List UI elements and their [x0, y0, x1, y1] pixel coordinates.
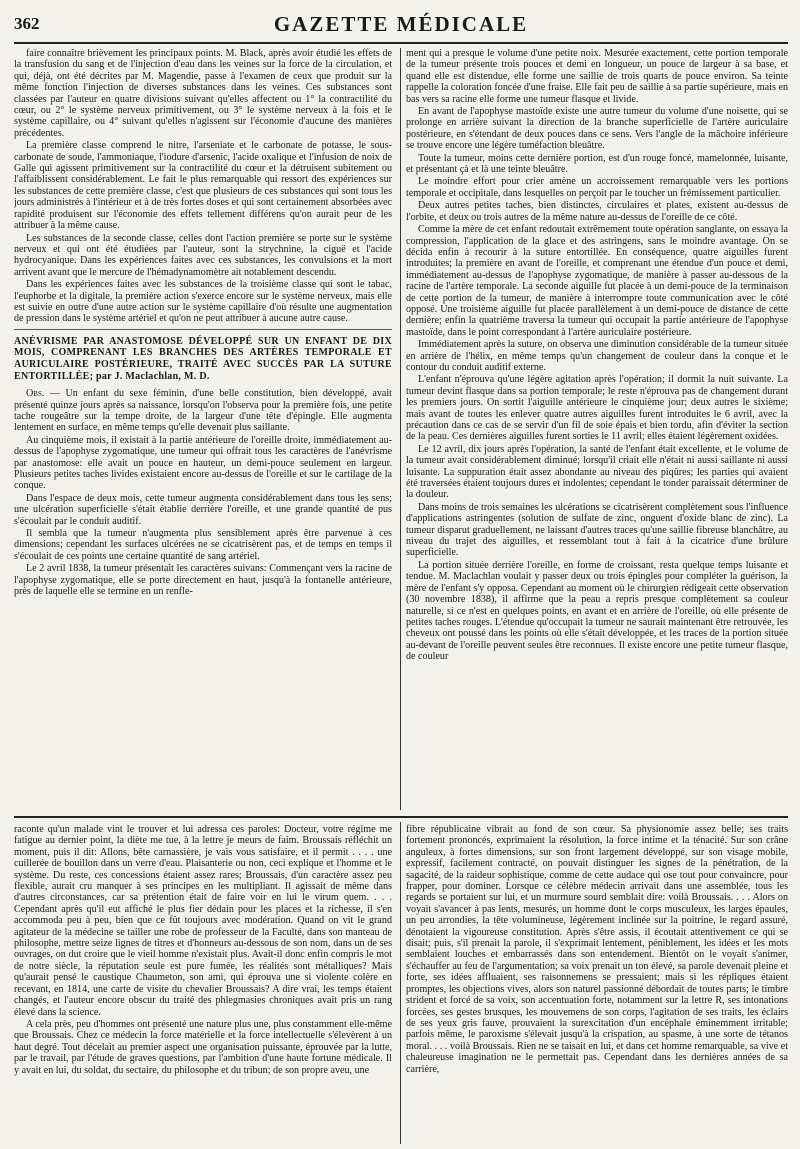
paragraph: Comme la mère de cet enfant redoutait extrêmement toute opération sanglante, on essaya la compression, l'application de la glace et des astringens, sans le moindre avantage. On se décida enfin à recourir à la suture entortillée. En conséquence, quatre aiguilles furent introduites; la première en avant de l'oreille, et comprenant une étendue d'un pouce et demi, immédiatement au-dessus de l'apophyse zygomatique, de manière à passer au-dessous de la racine de l'artère temporale. La seconde aiguille fut placée à un demi-pouce de la terminaison de cette portion de la tumeur, de manière à interrompre toute communication avec le côté opposé. Une troisième aiguille fut placée parallèlement à un demi-pouce de distance de cette dernière; enfin la quatrième traversa la tumeur qui occupait la partie antérieure de l'apophyse mastoïde, dans le point correspondant à l'artère auriculaire postérieure.: [406, 224, 788, 338]
paragraph: Il sembla que la tumeur n'augmenta plus sensiblement après être parvenue à ces dimensions; cependant les surfaces ulcérées ne se cicatrisèrent pas, et de temps en temps il s'écoulait de ces points une certaine quantité de sang artériel.: [14, 528, 392, 562]
paragraph: [14, 388, 392, 434]
observation-text: Un enfant du sexe féminin, d'une belle constitution, bien développé, avait présenté quinze jours après sa naissance, lorsqu'on l'observa pour la première fois, une petite tache rougeâtre sur la tempe droite, de la largeur d'une tête d'épingle. Elle augmenta lentement en surface, en même temps qu'elle devenait plus saillante.: [14, 388, 392, 434]
paragraph: ment qui a presque le volume d'une petite noix. Mesurée exactement, cette portion temporale de la tumeur présente trois pouces et demi en longueur, un pouce de largeur à sa base, et quand elle est distendue, elle forme une saillie de trois quarts de pouce environ. Sa teinte rappelle la coloration foncée d'une fraise. Elle fait peu de saillie à sa partie supérieure, mais en bas vers sa racine elle forme une tumeur flasque et livide.: [406, 48, 788, 105]
paragraph: Le 12 avril, dix jours après l'opération, la santé de l'enfant était excellente, et le volume de la tumeur avait considérablement diminué; lorsqu'il criait elle n'était ni aussi saillante ni aussi luisante. La suppuration était assez abondante au niveau des piqûres; les parties qui avaient été traversées étaient toujours dures et indolentes; cependant le tonder paraissait déterminer de la douleur.: [406, 443, 788, 501]
newspaper-page: [14, 8, 788, 1144]
page-title: GAZETTE MÉDICALE: [273, 12, 529, 36]
paragraph: Dans moins de trois semaines les ulcérations se cicatrisèrent complètement sous l'influence d'applications astringentes (solution de sulfate de zinc, onguent d'oxide blanc de zinc). La tumeur disparut graduellement, ne laissant d'autres traces qu'une saillie fibreuse blanchâtre, au niveau du trajet des aiguilles, et ressemblant tout à fait à la cicatrice d'une brûlure superficielle.: [406, 501, 788, 559]
paragraph: fibre républicaine vibrait au fond de son cœur. Sa physionomie assez belle; ses traits fortement prononcés, exprimaient la résolution, la force intime et la ténacité. Sur son crâne anguleux, à fortes dimensions, sur son front largement développé, sur son visage mobile, expressif, facilement contracté, on pouvait distinguer les signes de la pénétration, de la sagacité, de la raideur sophistique, comme de cette audace qui ose tout pour convaincre, pour frapper, pour dominer. Lorsque ce célèbre médecin arrivait dans une assemblée, tous les regards se portaient sur lui, et un murmure sourd semblait dire: voilà Broussais. . . . Alors on voyait s'avancer à pas lents, mesurés, un homme dont le corps musculeux, les larges épaules, un peu arrondies, la tête volumineuse, légèrement inclinée sur la poitrine, le regard assuré, dénotaient la vigoureuse constitution. Après s'être assis, il écoutait attentivement ce qui se disait; puis, s'il prenait la parole, il s'exprimait lentement, péniblement, les idées et les mots semblaient louches et embarrassés dans son entendement. Bientôt on le voyait s'animer, s'échauffer au feu de l'argumentation; sa voix prenait un ton élevé, sa parole devenait pleine et forte, ses idées affluaient, ses raisonnemens se pressaient; mais si les répliques étaient promptes, les objections vives, alors son naturel passionné débordait de toutes parts; le timbre strident et forcé de sa voix, son accentuation forte, notamment sur la lettre R, ses intonations forcées, ses gestes brusques, les mouvemens de son corps, l'agitation de ses traits, les éclairs de ses yeux gris fauve, prouvaient la surexcitation d'un encéphale éminemment irritable; parfois même, le paroxisme s'élevait jusqu'à la crispation, au spasme, à une sorte de tétanos moral. . . . voilà Broussais. Rien ne se taisait en lui, et dans cet homme remarquable, sa vive et chaleureuse imagination ne le permettait pas. Cependant dans les dernières années de sa carrière,: [406, 824, 788, 1075]
column-rule: [400, 48, 401, 810]
paragraph: Les substances de la seconde classe, celles dont l'action première se porte sur le système nerveux et qui ont été étudiées par l'auteur, sont la strychnine, la ciguë et l'acide hydrocyanique. Dans les expériences faites avec ces substances, les convulsions et la mort arrivent avant que le mercure de l'hémadynamomètre ait notablement descendu.: [14, 232, 392, 278]
paragraph: L'enfant n'éprouva qu'une légère agitation après l'opération; il dormit la nuit suivante. La tumeur devint flasque dans sa portion temporale; le reste n'éprouva pas de changement durant les premiers jours. On sortit l'aiguille antérieure le cinquième jour; deux autres le sixième; mais avant de toutes les enlever quatre autres aiguilles furent introduites le 6 avril, avec la précaution dans ce cas de se servir d'un fil de soie épais et bien tordu, afin d'éviter la section de la peau. Ces dernières aiguilles furent sorties le 11 avril; elles étaient légèrement oxidées.: [406, 374, 788, 443]
article-title-text: ANÉVRISME PAR ANASTOMOSE DÉVELOPPÉ SUR UN ENFANT DE DIX MOIS, COMPRENANT LES BRANCHES DES ARTÈRES TEMPORALE ET AURICULAIRE POSTÉRIEURE, TRAITÉ AVEC SUCCÈS PAR LA SUTURE ENTORTILLÉE;: [14, 335, 392, 382]
paragraph: Dans les expériences faites avec les substances de la troisième classe qui sont le tabac, l'euphorbe et la digitale, la première action s'exerce encore sur le système nerveux, mais elle est suivie en outre d'une autre action sur le système capillaire d'où résulte une augmentation de pression dans le système artériel et qu'on ne peut attribuer à aucune autre cause.: [14, 279, 392, 325]
column-rule: [400, 822, 401, 1144]
paragraph: Le 2 avril 1838, la tumeur présentait les caractères suivans: Commençant vers la racine de l'apophyse zygomatique, elle se porte directement en haut, jusqu'à la fontanelle antérieure, près de laquelle elle se termine en un renfle-: [14, 563, 392, 598]
paragraph: Toute la tumeur, moins cette dernière portion, est d'un rouge foncé, mamelonnée, luisante, et présentant çà et là une teinte bleuâtre.: [406, 152, 788, 176]
observation-label: Obs. —: [26, 388, 60, 400]
article-author: par J. Maclachlan, M. D.: [96, 370, 210, 382]
article-title: [14, 336, 392, 382]
paragraph: raconte qu'un malade vint le trouver et lui adressa ces paroles: Docteur, votre régime me fatigue au dernier point, la diète me tue, à la lettre je meurs de faim. Broussais réfléchit un moment, puis il dit: Allons, bête carnassière, je vais vous satisfaire, et il permit . . . . une cuillerée de bouillon dans un verre d'eau. Plaisanterie ou non, ceci explique et l'homme et le système. Du reste, ces concessions étaient assez rares; Broussais, d'un caractère assez peu flexible, aurait cru manquer à ses principes en les multipliant. Il agissait de même dans d'autres circonstances, car sa prétention était de faire voir en lui le virum quem. . . . Cependant après qu'il eut affiché le plus fier dédain pour les places et la richesse, il s'en accommoda peu à peu, bien que ce fût toujours avec modération. Quand on vit le grand agitateur de la médecine se tailler une robe de professeur de la Faculté, dans son manteau de philosophe, mettre seize lignes de titres et d'honneurs au-dessous de son nom, dans un de ses ouvrages, on dut croire que le vieil homme n'existait plus. Avait-il donc enfin compris le mot de notre siècle, la réputation seule est pure fumée, les réalités sont métalliques? Mais qu'aurait pensé le caustique Chaumeton, son ami, qui éprouva une si violente colère en recevant, en 1814, une carte de visite du chevalier Broussais? A dire vrai, les temps étaient changés, et l'auteur encore obscur du traité des phlegmasies chroniques avait pris un rang élevé dans la science.: [14, 824, 392, 1018]
paragraph: Le moindre effort pour crier amène un accroissement remarquable vers les portions temporale et occipitale, dans lesquelles on perçoit par le toucher un frémissement particulier.: [406, 176, 788, 199]
paragraph: La portion située derrière l'oreille, en forme de croissant, resta quelque temps luisante et tendue. M. Maclachlan voulait y passer deux ou trois épingles pour compléter la guérison, la mère de l'enfant s'y opposa. Cependant au moment où le chirurgien rédigeait cette observation (30 novembre 1838), il affirme que la peau a repris presque complètement sa couleur naturelle, si ce n'est en quelques points, en avant et en arrière de l'oreille, où elle présente de petites taches rouges. L'étendue qu'occupait la tumeur ne saurait maintenant être retrouvée, les cheveux ont poussé dans les points où elle s'était développée, et les traces de la portion située au-devant de l'oreille peuvent seules être reconnues. Il existe encore une petite tumeur flasque, de couleur: [406, 559, 788, 663]
paragraph: Deux autres petites taches, bien distinctes, circulaires et plates, existent au-dessus de l'orbite, et deux ou trois autres de la même nature au-dessus de l'oreille de ce côté.: [406, 200, 788, 223]
section-divider: [14, 329, 392, 330]
paragraph: Dans l'espace de deux mois, cette tumeur augmenta considérablement dans tous les sens; une ulcération superficielle s'était établie derrière l'oreille, et une grande quantité de pus s'écoulait par le conduit auditif.: [14, 492, 392, 527]
column-bottom-left: [14, 824, 392, 1144]
page-number: 362: [14, 14, 40, 33]
paragraph: faire connaître brièvement les principaux points. M. Black, après avoir étudié les effets de la transfusion du sang et de l'injection d'eau dans les veines sur la force de la circulation, et qui, déjà, ont été décrites par M. Magendie, passe à l'examen de ceux que produit sur la même fonction l'injection de diverses substances dans les veines. Ces substances sont classées par l'auteur en quatre divisions suivant qu'elles affectent ou 1° la contractilité du cœur, ou 2° le système nerveux primitivement, ou 3° le système nerveux à la fois et le système capillaire, ou 4° suivant qu'elles n'agissent sur l'économie d'aucune des manières précédentes.: [14, 48, 392, 139]
paragraph: Au cinquième mois, il existait à la partie antérieure de l'oreille droite, immédiatement au-dessus de l'apophyse zygomatique, une tumeur qui offrait tous les caractères de l'anévrisme par anastomose: elle avait un pouce en hauteur, un demi-pouce seulement en largeur. Plusieurs petites taches livides existaient encore au-dessus de l'oreille et sur le cartilage de la conque.: [14, 434, 392, 492]
column-top-right: [406, 48, 788, 808]
column-bottom-right: [406, 824, 788, 1144]
paragraph: Immédiatement après la suture, on observa une diminution considérable de la tumeur située en arrière de l'hélix, en même temps qu'un changement de couleur dans la conque et le contour du conduit auditif externe.: [406, 339, 788, 373]
page-header: [14, 8, 788, 44]
paragraph: A cela près, peu d'hommes ont présenté une nature plus une, plus constamment elle-même que Broussais. Chez ce médecin la force matérielle et la force intellectuelle s'élevèrent à un haut degré. Tout décelait au premier aspect une organisation puissante, éprouvée par la lutte, par le travail, par l'étude de graves questions, par l'ambition d'une haute fortune médicale. Il y avait en lui, du soldat, du sectaire, du philosophe et du tribun; de son propre aveu, une: [14, 1018, 392, 1076]
paragraph: La première classe comprend le nitre, l'arseniate et le carbonate de potasse, le sous-carbonate de soude, l'ammoniaque, l'iodure d'arsenic, l'acide oxalique et l'infusion de noix de Galle qui agissent primitivement sur la contractilité du cœur et la détruisent subitement ou l'affaiblissent considérablement. Le fait le plus remarquable qui ressort des expériences sur les substances de cette première classe, c'est que plusieurs de ces substances qui sont tous les jours administrés à l'intérieur et à de très fortes doses et qui sont certainement absorbées avec rapidité produisent sur l'économie des effets tellement différens qu'on aurait peur de les attribuer à la même cause.: [14, 140, 392, 232]
feuilleton-rule: [14, 816, 788, 818]
column-top-left: [14, 48, 392, 808]
paragraph: En avant de l'apophyse mastoïde existe une autre tumeur du volume d'une noisette, qui se prolonge en arrière suivant la direction de la branche superficielle de l'artère auriculaire postérieure, en s'étendant de deux pouces dans ce sens. Vers l'angle de la mâchoire inférieure se trouve encore une légère tuméfaction bleuâtre.: [406, 106, 788, 152]
